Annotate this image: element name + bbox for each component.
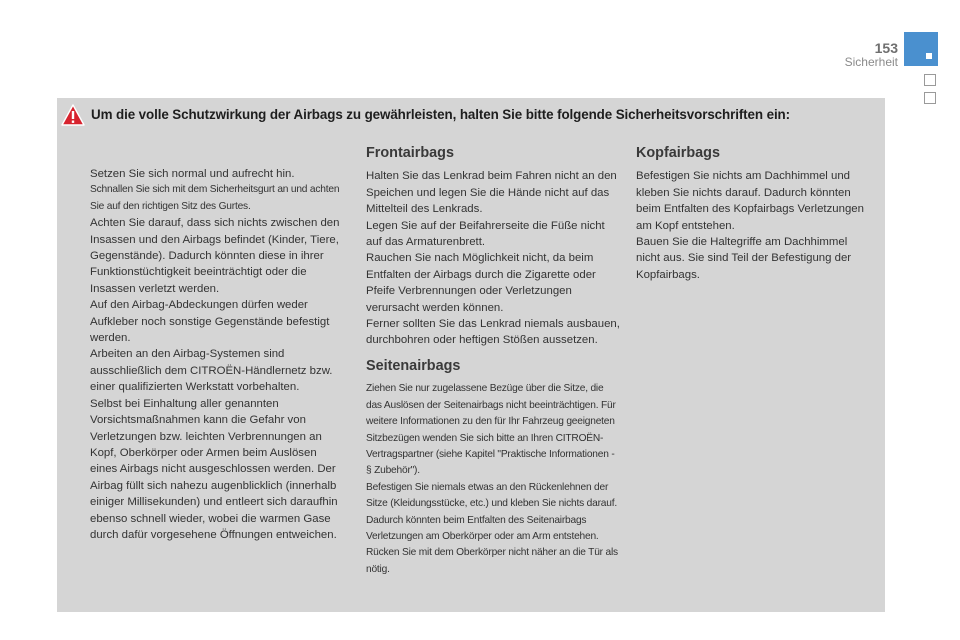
frontairbags-section — [366, 145, 620, 349]
nav-tab-2[interactable] — [924, 74, 936, 86]
right-column — [636, 145, 872, 283]
kopfairbags-heading: Kopfairbags — [636, 145, 720, 161]
paragraph: Ziehen Sie nur zugelassene Bezüge über die Sitze, die das Auslösen der Seitenairbags nicht beeinträchtigen. Für weitere Informationen zu den für Ihr Fahrzeug geeigneten Sitzbezügen wenden Sie sich bitte an Ihren CITROËN-Vertragspartner (siehe Kapitel "Praktische Informationen - § Zubehör"). — [366, 383, 616, 477]
safety-panel — [57, 98, 885, 612]
paragraph: Befestigen Sie nichts am Dachhimmel und kleben Sie nichts darauf. Dadurch könnten beim Entfalten des Kopfairbags Verletzungen am Kopf entstehen. — [636, 170, 864, 232]
paragraph: Arbeiten an den Airbag-Systemen sind ausschließlich dem CITROËN-Händlernetz bzw. einer qualifizierten Werkstatt vorbehalten. — [90, 348, 333, 394]
paragraph: Schnallen Sie sich mit dem Sicherheitsgurt an und achten Sie auf den richtigen Sitz des Gurtes. — [90, 184, 340, 212]
paragraph: Rauchen Sie nach Möglichkeit nicht, da beim Entfalten der Airbags durch die Zigarette oder Pfeife Verbrennungen oder Verletzungen verursacht werden können. — [366, 252, 596, 314]
paragraph: Legen Sie auf der Beifahrerseite die Füße nicht auf das Armaturenbrett. — [366, 219, 605, 249]
paragraph: Setzen Sie sich normal und aufrecht hin. — [90, 168, 295, 180]
nav-tab-active[interactable] — [904, 32, 938, 66]
warning-row — [57, 98, 885, 132]
paragraph: Ferner sollten Sie das Lenkrad niemals ausbauen, durchbohren oder heftigen Stößen aussetzen. — [366, 318, 620, 347]
paragraph: Auf den Airbag-Abdeckungen dürfen weder Aufkleber noch sonstige Gegenstände befestigt werden. — [90, 299, 330, 345]
section-label: Sicherheit — [844, 55, 898, 69]
paragraph: Befestigen Sie niemals etwas an den Rückenlehnen der Sitze (Kleidungsstücke, etc.) und kleben Sie nichts darauf. Dadurch könnten beim Entfalten des Seitenairbags Verletzungen am Oberkörper oder am Arm entstehen. — [366, 481, 617, 542]
middle-column — [366, 145, 620, 578]
left-column — [90, 166, 342, 543]
seitenairbags-heading: Seitenairbags — [366, 357, 461, 374]
paragraph: Halten Sie das Lenkrad beim Fahren nicht an den Speichen und legen Sie die Hände nicht auf das Mittelteil des Lenkrads. — [366, 170, 617, 216]
paragraph: Rücken Sie mit dem Oberkörper nicht näher an die Tür als nötig. — [366, 547, 618, 575]
paragraph: Bauen Sie die Haltegriffe am Dachhimmel nicht aus. Sie sind Teil der Befestigung der Kopfairbags. — [636, 236, 852, 281]
frontairbags-heading: Frontairbags — [366, 145, 454, 161]
nav-tab-3[interactable] — [924, 92, 936, 104]
paragraph: Achten Sie darauf, dass sich nichts zwischen den Insassen und den Airbags befindet (Kinder, Tiere, Gegenstände). Dadurch könnten diese in ihrer Funktionstüchtigkeit beeinträchtigt oder die Insassen verletzt werden. — [90, 217, 340, 295]
warning-title: Um die volle Schutzwirkung der Airbags zu gewährleisten, halten Sie bitte folgende Sicherheitsvorschriften ein: — [91, 107, 790, 122]
nav-dot-icon — [926, 53, 932, 59]
paragraph: Selbst bei Einhaltung aller genannten Vorsichtsmaßnahmen kann die Gefahr von Verletzungen bzw. leichten Verbrennungen an Kopf, Oberkörper oder Armen beim Auslösen eines Airbags nicht ausgeschlossen werden. Der Airbag füllt sich nahezu augenblicklich (innerhalb einiger Millisekunden) und entleert sich daraufhin ebenso schnell wieder, wobei die warmen Gase durch dafür vorgesehene Öffnungen entweichen. — [90, 397, 338, 541]
warning-triangle-icon — [61, 104, 85, 126]
seitenairbags-section — [366, 358, 620, 578]
page-number: 153 — [874, 40, 898, 56]
